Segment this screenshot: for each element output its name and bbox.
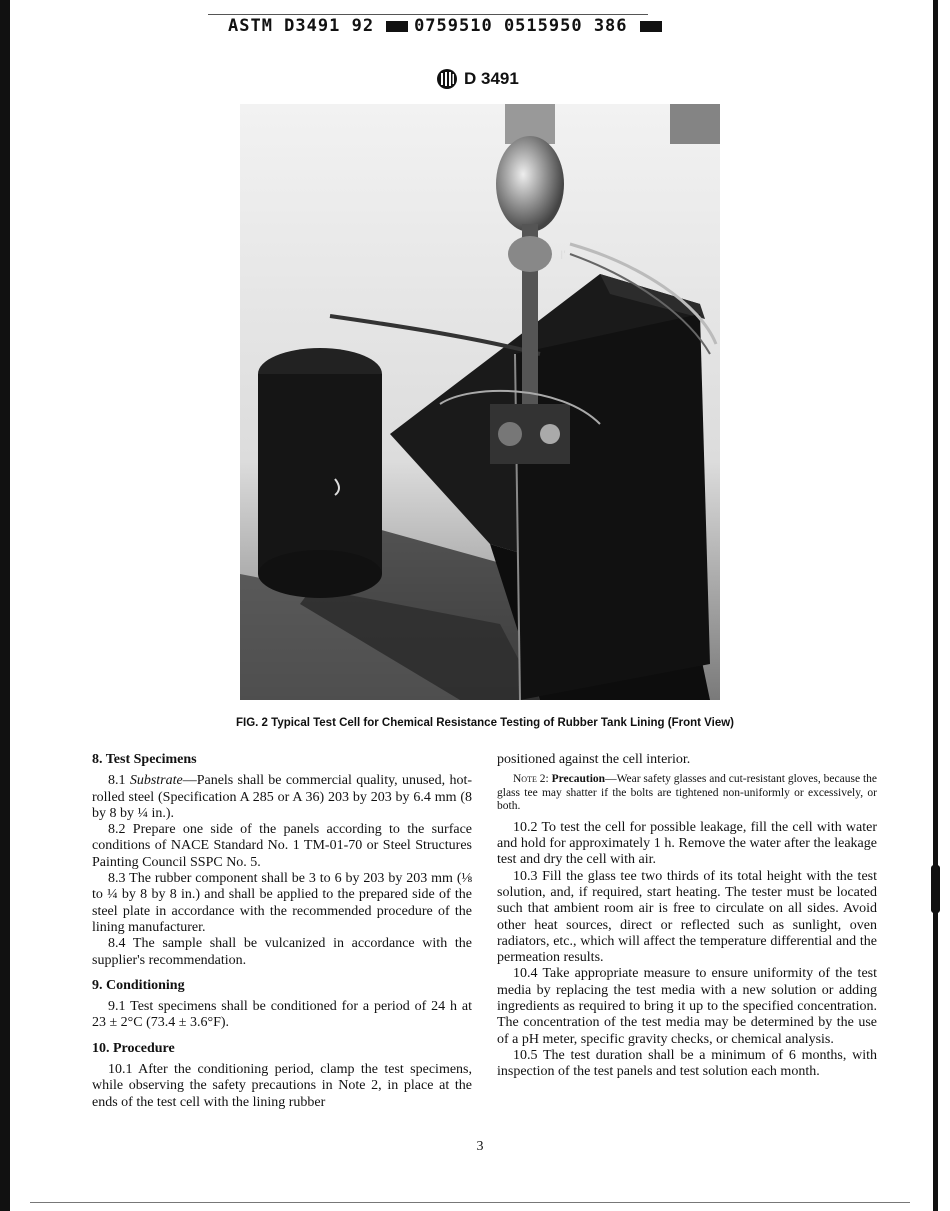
paragraph: 8.4 The sample shall be vulcanized in accordance with the supplier's recommendation. — [92, 936, 472, 968]
note — [497, 773, 877, 814]
header-code-2: 0759510 0515950 386 — [414, 16, 628, 36]
clause-term: Substrate — [129, 773, 183, 789]
black-block-icon — [386, 21, 408, 32]
paragraph: 10.3 Fill the glass tee two thirds of its total height with the test solution, and, if required, start heating. The tester must be located such that ambient room air is free to circulate on all sides. Avoid other heat sources, direct or reflected such as sunlight, oven radiators, etc., which will affect the temperature differential and the permeation results. — [497, 868, 877, 966]
clause-text: —Panels shall be commercial quality, unused, hot-rolled steel (Specification A 285 or A 36) 203 by 203 by 6.4 mm (8 by 8 by ¼ in.). — [92, 773, 472, 821]
section-heading: 8. Test Specimens — [92, 752, 197, 767]
clause-number: 8.1 — [108, 773, 126, 789]
left-column — [92, 752, 472, 1111]
scan-edge-mark — [931, 865, 940, 913]
black-block-icon — [640, 21, 662, 32]
svg-text:I': I' — [560, 248, 566, 262]
paragraph: 9.1 Test specimens shall be conditioned for a period of 24 h at 23 ± 2°C (73.4 ± 3.6°F). — [92, 999, 472, 1031]
scan-edge-left — [0, 0, 10, 1211]
test-cell-photo — [240, 104, 720, 700]
right-column — [497, 752, 877, 1081]
designation-text: D 3491 — [464, 69, 519, 88]
paragraph: 10.4 Take appropriate measure to ensure uniformity of the test media by replacing the test media with a new solution or adding ingredients as required to bring it up to the specified concentration. The concentration of the test media may be determined by the use of a pH meter, specific gravity checks, or chemical analysis. — [497, 966, 877, 1047]
paragraph: 8.3 The rubber component shall be 3 to 6 by 203 by 203 mm (⅛ to ¼ by 8 by 8 in.) and shall be applied to the prepared side of the steel plate in accordance with the recommended procedure of the lining manufacturer. — [92, 871, 472, 935]
page-number: 3 — [476, 1139, 484, 1154]
astm-logo-icon — [436, 68, 458, 90]
note-label: Note 2: — [513, 773, 549, 786]
standard-designation — [436, 68, 519, 90]
scan-edge-right — [933, 0, 938, 1211]
note-bold: Precaution — [551, 773, 606, 786]
section-heading: 10. Procedure — [92, 1040, 175, 1056]
note-text: —Wear safety glasses and cut-resistant gloves, because the glass tee may shatter if the bolts are tightened non-uniformly or excessively, or both. — [497, 773, 877, 813]
paragraph: 10.1 After the conditioning period, clamp the test specimens, while observing the safety precautions in Note 2, in place at the ends of the test cell with the lining rubber — [92, 1062, 472, 1110]
header-code-1: ASTM D3491 92 — [228, 16, 375, 36]
paragraph: 10.5 The test duration shall be a minimum of 6 months, with inspection of the test panels and test solution each month. — [497, 1047, 877, 1080]
footer-rule — [30, 1202, 910, 1203]
paragraph: positioned against the cell interior. — [497, 752, 691, 767]
section-heading: 9. Conditioning — [92, 977, 185, 993]
paragraph: 10.2 To test the cell for possible leakage, fill the cell with water and hold for approximately 1 h. Remove the water after the leakage test and dry the cell with air. — [497, 819, 877, 868]
header-rule — [208, 14, 648, 15]
paragraph — [92, 773, 472, 822]
paragraph: 8.2 Prepare one side of the panels according to the surface conditions of NACE Standard No. 1 TM-01-70 or Steel Structures Painting Council SSPC No. 5. — [92, 822, 472, 870]
document-code-header — [228, 16, 668, 36]
figure-caption: FIG. 2 Typical Test Cell for Chemical Resistance Testing of Rubber Tank Lining (Front View) — [236, 717, 734, 729]
